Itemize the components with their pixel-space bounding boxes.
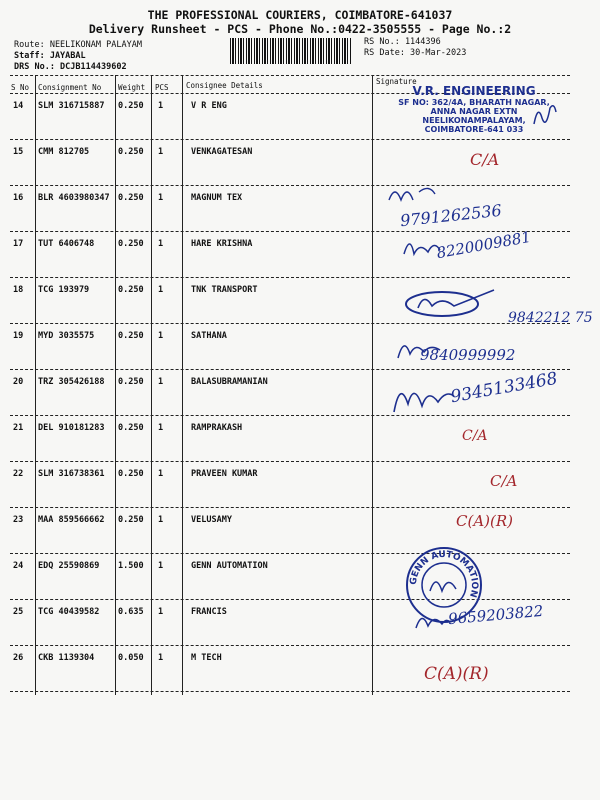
row-divider [10,645,570,646]
row-sno: 26 [13,653,24,663]
company-title: THE PROFESSIONAL COURIERS, COIMBATORE-641037 [147,8,453,22]
row-divider [10,185,570,186]
row-weight: 1.500 [118,561,144,571]
row-weight: 0.250 [118,515,144,525]
row-consignment: TCG 40439582 [38,607,100,617]
row-sno: 19 [13,331,24,341]
note-row-22: C/A [490,472,518,490]
note-row-21: C/A [462,428,488,444]
rs-date: RS Date: 30-Mar-2023 [364,48,467,58]
signature-scribble-14 [530,100,560,130]
phone-row-20: 9345133468 [449,368,560,408]
stamp-line2: ANNA NAGAR EXTN [430,107,518,116]
row-weight: 0.250 [118,147,144,157]
row-divider [10,461,570,462]
row-consignment: MYD 3035575 [38,331,95,341]
row-consignment: MAA 859566662 [38,515,105,525]
col-sno: S No [11,83,30,92]
row-weight: 0.250 [118,285,144,295]
row-consignee: HARE KRISHNA [191,239,253,249]
row-sno: 25 [13,607,24,617]
row-pcs: 1 [158,653,164,663]
row-consignment: DEL 910181283 [38,423,105,433]
row-pcs: 1 [158,515,164,525]
route-label: Route: NEELIKONAM PALAYAM [14,40,142,50]
drs-number: DRS No.: DCJB114439602 [14,62,127,72]
row-pcs: 1 [158,101,164,111]
row-consignment: EDQ 25590869 [38,561,100,571]
row-sno: 21 [13,423,24,433]
row-sno: 17 [13,239,24,249]
col-consignment: Consignment No [38,83,102,92]
row-divider [10,691,570,692]
row-consignee: BALASUBRAMANIAN [191,377,268,387]
row-divider [10,599,570,600]
row-consignee: FRANCIS [191,607,227,617]
row-weight: 0.635 [118,607,144,617]
row-pcs: 1 [158,331,164,341]
stamp-name: V.R. ENGINEERING [412,84,536,98]
row-sno: 18 [13,285,24,295]
row-pcs: 1 [158,193,164,203]
row-weight: 0.250 [118,193,144,203]
signature-scribble-20 [388,376,458,418]
barcode [230,38,352,64]
row-consignment: SLM 316738361 [38,469,105,479]
row-pcs: 1 [158,561,164,571]
stamp-line4: COIMBATORE-641 033 [424,125,524,134]
row-sno: 20 [13,377,24,387]
row-consignment: TUT 6406748 [38,239,95,249]
row-sno: 14 [13,101,24,111]
row-consignee: GENN AUTOMATION [191,561,268,571]
row-consignee: VELUSAMY [191,515,232,525]
phone-row-16: 9791262536 [399,200,503,231]
row-consignment: SLM 316715887 [38,101,105,111]
col-consignee: Consignee Details [186,81,263,90]
col-weight: Weight [118,83,146,92]
row-weight: 0.250 [118,377,144,387]
row-sno: 15 [13,147,24,157]
stamp-line1: SF NO: 362/4A, BHARATH NAGAR, [398,98,550,107]
row-weight: 0.050 [118,653,144,663]
row-weight: 0.250 [118,239,144,249]
row-sno: 22 [13,469,24,479]
row-weight: 0.250 [118,423,144,433]
row-consignment: TRZ 305426188 [38,377,105,387]
staff-label: Staff: JAYABAL [14,51,86,61]
row-consignee: PRAVEEN KUMAR [191,469,258,479]
row-divider [10,553,570,554]
note-row-15: C/A [470,150,500,169]
row-divider [10,369,570,370]
row-pcs: 1 [158,377,164,387]
note-row-26: C(A)(R) [424,664,489,684]
row-sno: 23 [13,515,24,525]
row-divider [10,231,570,232]
row-consignee: TNK TRANSPORT [191,285,258,295]
row-consignee: M TECH [191,653,222,663]
row-consignment: BLR 4603980347 [38,193,110,203]
genn-stamp-text: GENN AUTOMATION [408,549,480,599]
stamp-line3: NEELIKONAMPALAYAM, [422,116,526,125]
row-weight: 0.250 [118,469,144,479]
row-divider [10,277,570,278]
row-consignee: SATHANA [191,331,227,341]
row-pcs: 1 [158,239,164,249]
signature-scribble-18 [402,286,500,322]
signature-scribble-16 [385,180,445,210]
row-consignment: TCG 193979 [38,285,90,295]
row-pcs: 1 [158,469,164,479]
row-divider [10,507,570,508]
row-divider [10,139,570,140]
row-sno: 16 [13,193,24,203]
row-divider [10,323,570,324]
row-consignment: CKB 1139304 [38,653,95,663]
phone-row-25: 9659203822 [447,601,545,629]
col-signature: Signature [376,77,417,86]
row-consignee: MAGNUM TEX [191,193,243,203]
signature-scribble-25 [412,608,452,634]
phone-row-17: 8220009881 [435,227,533,263]
row-weight: 0.250 [118,101,144,111]
row-divider [10,415,570,416]
phone-row-19: 9840999992 [420,346,516,364]
row-weight: 0.250 [118,331,144,341]
runsheet-subtitle: Delivery Runsheet - PCS - Phone No.:0422-3505555 - Page No.:2 [88,22,512,36]
row-pcs: 1 [158,607,164,617]
row-consignee: VENKAGATESAN [191,147,253,157]
rs-number: RS No.: 1144396 [364,37,441,47]
phone-row-18: 9842212 75 [508,310,593,326]
note-row-23: C(A)(R) [456,512,514,530]
row-pcs: 1 [158,147,164,157]
row-sno: 24 [13,561,24,571]
row-consignee: V R ENG [191,101,227,111]
row-pcs: 1 [158,285,164,295]
row-consignment: CMM 812705 [38,147,90,157]
row-pcs: 1 [158,423,164,433]
col-pcs: PCS [155,83,169,92]
row-consignee: RAMPRAKASH [191,423,243,433]
